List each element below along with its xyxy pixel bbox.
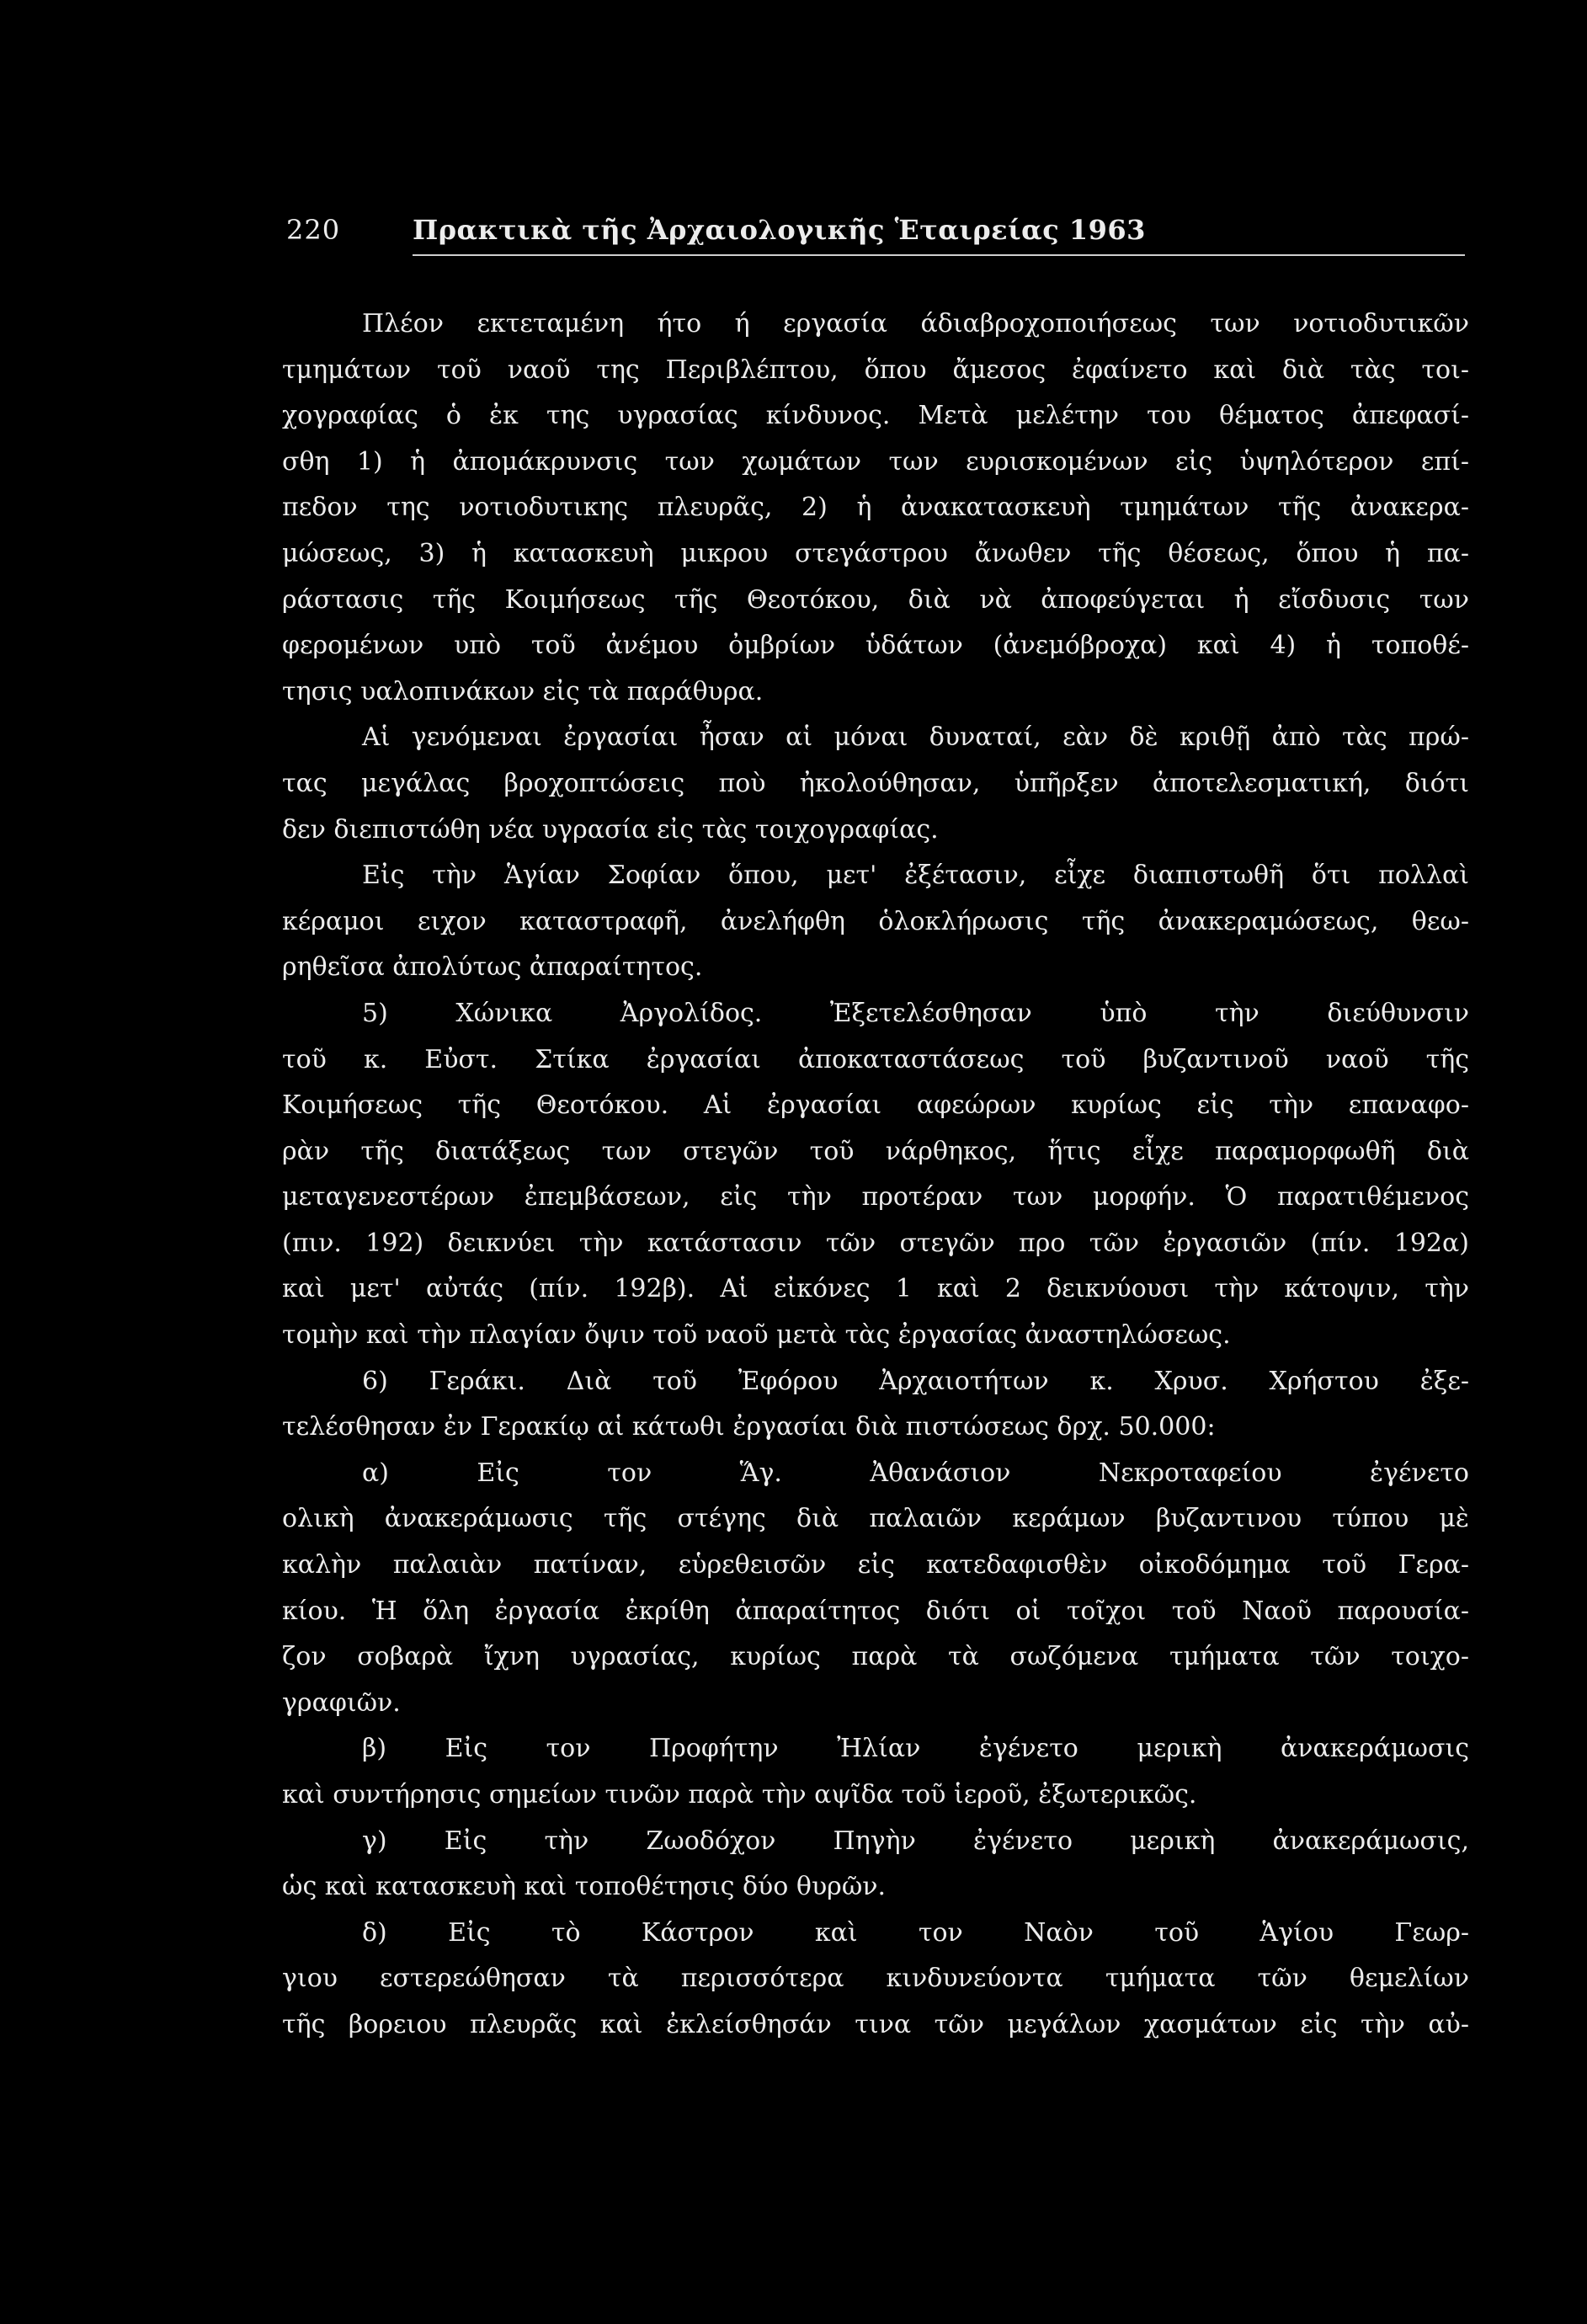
text-line: ρηθεῖσα ἀπολύτως ἀπαραίτητος. <box>282 952 703 983</box>
text-line: καλὴν παλαιὰν πατίναν, εὑρεθεισῶν εἰς κατεδαφισθὲν οἰκοδόμημα τοῦ Γερα- <box>282 1550 1469 1580</box>
section-heading-line: 6) Γεράκι. Διὰ τοῦ Ἐφόρου Ἀρχαιοτήτων κ. Χρυσ. Χρήστου ἐξε- <box>362 1366 1469 1396</box>
text-line: τησις υαλοπινάκων εἰς τὰ παράθυρα. <box>282 676 764 706</box>
text-line: τμημάτων τοῦ ναοῦ της Περιβλέπτου, ὅπου ἄμεσος ἐφαίνετο καὶ διὰ τὰς τοι- <box>282 354 1469 385</box>
subsection-heading-line: δ) Εἰς τὸ Κάστρον καὶ τον Ναὸν τοῦ Ἁγίου Γεωρ- <box>362 1917 1469 1948</box>
header-rule <box>413 254 1465 256</box>
text-line: μώσεως, 3) ἡ κατασκευὴ μικρου στεγάστρου ἄνωθεν τῆς θέσεως, ὅπου ἡ πα- <box>282 538 1469 568</box>
text-line: Πλέον εκτεταμένη ήτο ή εργασία άδιαβροχοποιήσεως των νοτιοδυτικῶν <box>362 309 1469 338</box>
page-header <box>286 214 1465 264</box>
text-line: φερομένων υπὸ τοῦ ἀνέμου ὀμβρίων ὑδάτων (ἀνεμόβροχα) καὶ 4) ἡ τοποθέ- <box>282 631 1469 661</box>
running-title: Πρακτικὰ τῆς Ἀρχαιολογικῆς Ἑταιρείας 1963 <box>413 214 1146 246</box>
text-line: τομὴν καὶ τὴν πλαγίαν ὄψιν τοῦ ναοῦ μετὰ τὰς ἐργασίας ἀναστηλώσεως. <box>282 1320 1231 1351</box>
text-line: σθη 1) ἡ ἀπομάκρυνσις των χωμάτων των ευρισκομένων εἰς ὑψηλότερον επί- <box>282 446 1469 477</box>
subsection-heading-line: γ) Εἰς τὴν Ζωοδόχον Πηγὴν ἐγένετο μερικὴ ἀνακεράμωσις, <box>362 1826 1469 1856</box>
text-line: τελέσθησαν ἐν Γερακίῳ αἱ κάτωθι ἐργασίαι διὰ πιστώσεως δρχ. 50.000: <box>282 1412 1216 1442</box>
text-line: γιου εστερεώθησαν τὰ περισσότερα κινδυνεύοντα τμήματα τῶν θεμελίων <box>282 1964 1469 1994</box>
body-text <box>282 301 1469 2049</box>
subsection-heading-line: β) Εἰς τον Προφήτην Ἠλίαν ἐγένετο μερικὴ ἀνακεράμωσις <box>362 1734 1469 1764</box>
text-line: μεταγενεστέρων ἐπεμβάσεων, εἰς τὴν προτέραν των μορφήν. Ὁ παρατιθέμενος <box>282 1182 1469 1213</box>
text-line: κίου. Ἡ ὅλη ἐργασία ἐκρίθη ἀπαραίτητος διότι οἱ τοῖχοι τοῦ Ναοῦ παρουσία- <box>282 1596 1469 1626</box>
text-line: χογραφίας ὁ ἐκ της υγρασίας κίνδυνος. Μετὰ μελέτην του θέματος ἀπεφασί- <box>282 401 1469 431</box>
section-heading-line: 5) Χώνικα Ἀργολίδος. Ἐξετελέσθησαν ὑπὸ τὴν διεύθυνσιν <box>362 998 1469 1028</box>
text-line: τῆς βορειου πλευρᾶς καὶ ἐκλείσθησάν τινα τῶν μεγάλων χασμάτων εἰς τὴν αὐ- <box>282 2009 1469 2039</box>
text-line: ράστασις τῆς Κοιμήσεως τῆς Θεοτόκου, διὰ νὰ ἀποφεύγεται ἡ εἴσδυσις των <box>282 584 1469 615</box>
text-line: ρὰν τῆς διατάξεως των στεγῶν τοῦ νάρθηκος, ἥτις εἶχε παραμορφωθῆ διὰ <box>282 1136 1469 1166</box>
text-line: τας μεγάλας βροχοπτώσεις ποὺ ἠκολούθησαν, ὑπῆρξεν ἀποτελεσματική, διότι <box>282 768 1469 798</box>
text-line: ὡς καὶ κατασκευὴ καὶ τοποθέτησις δύο θυρῶν. <box>282 1872 887 1902</box>
text-line: (πιν. 192) δεικνύει τὴν κατάστασιν τῶν στεγῶν προ τῶν ἐργασιῶν (πίν. 192α) <box>282 1228 1469 1258</box>
text-line: πεδον της νοτιοδυτικης πλευρᾶς, 2) ἡ ἀνακατασκευὴ τμημάτων τῆς ἀνακερα- <box>282 493 1469 523</box>
text-line: καὶ μετ' αὐτάς (πίν. 192β). Αἱ εἰκόνες 1 καὶ 2 δεικνύουσι τὴν κάτοψιν, τὴν <box>282 1274 1469 1304</box>
text-line: ζον σοβαρὰ ἴχνη υγρασίας, κυρίως παρὰ τὰ σωζόμενα τμήματα τῶν τοιχο- <box>282 1642 1469 1672</box>
text-line: κέραμοι ειχον καταστραφῆ, ἀνελήφθη ὁλοκλήρωσις τῆς ἀνακεραμώσεως, θεω- <box>282 906 1469 936</box>
text-line: δεν διεπιστώθη νέα υγρασία εἰς τὰς τοιχογραφίας. <box>282 814 939 845</box>
text-line: τοῦ κ. Εὐστ. Στίκα ἐργασίαι ἀποκαταστάσεως τοῦ βυζαντινοῦ ναοῦ τῆς <box>282 1044 1469 1074</box>
text-line: ολικὴ ἀνακεράμωσις τῆς στέγης διὰ παλαιῶν κεράμων βυζαντινου τύπου μὲ <box>282 1504 1469 1534</box>
text-line: γραφιῶν. <box>282 1687 401 1718</box>
text-line: Αἱ γενόμεναι ἐργασίαι ἦσαν αἱ μόναι δυναταί, εὰν δὲ κριθῇ ἀπὸ τὰς πρώ- <box>362 722 1469 753</box>
subsection-heading-line: α) Εἰς τον Ἅγ. Ἀθανάσιον Νεκροταφείου ἐγένετο <box>362 1458 1469 1488</box>
text-line: Εἰς τὴν Ἁγίαν Σοφίαν ὅπου, μετ' ἐξέτασιν, εἶχε διαπιστωθῆ ὅτι πολλαὶ <box>362 861 1469 891</box>
page-number: 220 <box>286 214 341 246</box>
text-line: καὶ συντήρησις σημείων τινῶν παρὰ τὴν αψῖδα τοῦ ἱεροῦ, ἐξωτερικῶς. <box>282 1780 1197 1810</box>
book-page <box>282 202 1469 2273</box>
text-line: Κοιμήσεως τῆς Θεοτόκου. Αἱ ἐργασίαι αφεώρων κυρίως εἰς τὴν επαναφο- <box>282 1090 1469 1121</box>
